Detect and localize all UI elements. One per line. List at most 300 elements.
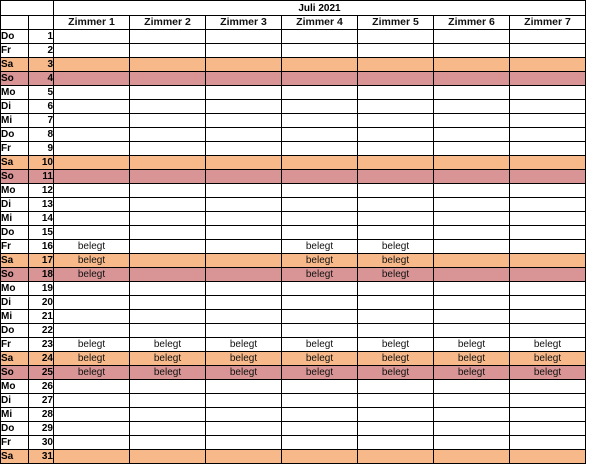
room-4-cell[interactable] [282,310,358,324]
room-1-cell[interactable] [54,86,130,100]
weekday-cell[interactable]: Do [1,30,29,44]
room-7-cell[interactable] [510,254,586,268]
room-7-cell[interactable] [510,156,586,170]
day-number-cell[interactable]: 23 [29,338,54,352]
room-2-cell[interactable] [130,44,206,58]
weekday-cell[interactable]: Sa [1,450,29,464]
room-7-cell[interactable] [510,310,586,324]
room-4-cell[interactable]: belegt [282,338,358,352]
room-5-cell[interactable] [358,422,434,436]
room-3-cell[interactable] [206,30,282,44]
room-5-cell[interactable]: belegt [358,338,434,352]
room-6-cell[interactable] [434,268,510,282]
room-2-cell[interactable] [130,240,206,254]
room-3-cell[interactable] [206,324,282,338]
day-row [1,198,586,212]
room-7-cell[interactable] [510,58,586,72]
weekday-cell[interactable]: Fr [1,240,29,254]
room-5-cell[interactable]: belegt [358,352,434,366]
room-1-cell[interactable] [54,142,130,156]
room-4-cell[interactable] [282,282,358,296]
room-6-cell[interactable] [434,422,510,436]
room-6-cell[interactable] [434,128,510,142]
room-7-cell[interactable] [510,268,586,282]
weekday-cell[interactable]: Mi [1,114,29,128]
room-2-cell[interactable]: belegt [130,366,206,380]
room-2-cell[interactable]: belegt [130,338,206,352]
room-2-cell[interactable] [130,72,206,86]
room-5-cell[interactable]: belegt [358,268,434,282]
day-number-cell[interactable]: 8 [29,128,54,142]
weekday-cell[interactable]: Mo [1,282,29,296]
room-1-cell[interactable]: belegt [54,338,130,352]
day-number-cell[interactable]: 9 [29,142,54,156]
room-2-cell[interactable] [130,156,206,170]
room-3-cell[interactable]: belegt [206,352,282,366]
day-number-cell[interactable]: 4 [29,72,54,86]
room-6-cell[interactable] [434,86,510,100]
room-2-cell[interactable] [130,58,206,72]
room-5-cell[interactable] [358,128,434,142]
room-2-cell[interactable] [130,30,206,44]
day-number-cell[interactable]: 20 [29,296,54,310]
room-7-cell[interactable] [510,436,586,450]
room-1-cell[interactable] [54,198,130,212]
room-1-cell[interactable]: belegt [54,254,130,268]
room-5-cell[interactable] [358,198,434,212]
room-5-cell[interactable] [358,324,434,338]
weekday-cell[interactable]: Mo [1,184,29,198]
day-number-cell[interactable]: 31 [29,450,54,464]
room-2-cell[interactable] [130,268,206,282]
room-6-cell[interactable]: belegt [434,366,510,380]
room-6-cell[interactable] [434,184,510,198]
room-3-cell[interactable] [206,394,282,408]
room-4-cell[interactable] [282,226,358,240]
room-4-cell[interactable] [282,198,358,212]
weekday-cell[interactable]: So [1,170,29,184]
room-2-cell[interactable] [130,184,206,198]
room-5-cell[interactable] [358,184,434,198]
room-4-cell[interactable]: belegt [282,268,358,282]
room-4-cell[interactable] [282,422,358,436]
room-3-cell[interactable] [206,436,282,450]
room-4-cell[interactable] [282,394,358,408]
room-3-cell[interactable] [206,254,282,268]
room-4-cell[interactable] [282,86,358,100]
room-6-cell[interactable] [434,212,510,226]
room-7-cell[interactable] [510,142,586,156]
room-5-cell[interactable] [358,282,434,296]
room-1-cell[interactable] [54,58,130,72]
day-number-cell[interactable]: 30 [29,436,54,450]
room-6-cell[interactable] [434,380,510,394]
room-1-cell[interactable] [54,30,130,44]
header-dow-cell[interactable] [1,16,29,30]
room-7-cell[interactable] [510,240,586,254]
day-number-cell[interactable]: 12 [29,184,54,198]
room-6-cell[interactable] [434,58,510,72]
room-3-cell[interactable] [206,156,282,170]
room-3-cell[interactable]: belegt [206,366,282,380]
weekday-cell[interactable]: Sa [1,352,29,366]
day-number-cell[interactable]: 2 [29,44,54,58]
room-3-cell[interactable] [206,296,282,310]
room-6-cell[interactable] [434,254,510,268]
day-row [1,44,586,58]
day-number-cell[interactable]: 25 [29,366,54,380]
room-6-cell[interactable]: belegt [434,338,510,352]
room-3-cell[interactable] [206,226,282,240]
room-1-cell[interactable] [54,128,130,142]
day-number-cell[interactable]: 22 [29,324,54,338]
room-5-cell[interactable] [358,30,434,44]
room-6-cell[interactable] [434,408,510,422]
weekday-cell[interactable]: Di [1,296,29,310]
room-5-cell[interactable] [358,380,434,394]
day-number-cell[interactable]: 6 [29,100,54,114]
day-number-cell[interactable]: 13 [29,198,54,212]
room-7-cell[interactable] [510,394,586,408]
day-number-cell[interactable]: 5 [29,86,54,100]
room-6-cell[interactable] [434,142,510,156]
room-7-cell[interactable] [510,450,586,464]
room-2-cell[interactable] [130,212,206,226]
room-4-cell[interactable] [282,184,358,198]
room-5-cell[interactable]: belegt [358,254,434,268]
room-3-cell[interactable] [206,282,282,296]
room-1-cell[interactable] [54,170,130,184]
room-3-cell[interactable] [206,310,282,324]
room-1-cell[interactable] [54,450,130,464]
weekday-cell[interactable]: Mi [1,408,29,422]
room-3-cell[interactable] [206,142,282,156]
room-4-cell[interactable]: belegt [282,254,358,268]
day-number-cell[interactable]: 16 [29,240,54,254]
room-5-cell[interactable] [358,44,434,58]
room-1-cell[interactable]: belegt [54,268,130,282]
room-2-cell[interactable] [130,450,206,464]
room-header-1[interactable]: Zimmer 1 [54,16,130,30]
room-2-cell[interactable] [130,254,206,268]
room-1-cell[interactable] [54,296,130,310]
room-6-cell[interactable] [434,44,510,58]
room-5-cell[interactable] [358,100,434,114]
room-7-cell[interactable] [510,114,586,128]
room-6-cell[interactable] [434,170,510,184]
room-6-cell[interactable]: belegt [434,352,510,366]
room-6-cell[interactable] [434,72,510,86]
room-2-cell[interactable]: belegt [130,352,206,366]
room-4-cell[interactable] [282,170,358,184]
day-number-cell[interactable]: 18 [29,268,54,282]
weekday-cell[interactable]: So [1,366,29,380]
room-5-cell[interactable] [358,72,434,86]
day-number-cell[interactable]: 7 [29,114,54,128]
room-4-cell[interactable] [282,436,358,450]
room-3-cell[interactable] [206,100,282,114]
room-1-cell[interactable]: belegt [54,352,130,366]
room-4-cell[interactable] [282,450,358,464]
room-3-cell[interactable] [206,114,282,128]
room-5-cell[interactable] [358,296,434,310]
room-1-cell[interactable] [54,380,130,394]
room-3-cell[interactable] [206,170,282,184]
calendar-body [1,1,586,464]
room-header-3[interactable]: Zimmer 3 [206,16,282,30]
room-6-cell[interactable] [434,156,510,170]
room-5-cell[interactable] [358,226,434,240]
room-3-cell[interactable] [206,44,282,58]
weekday-cell[interactable]: So [1,72,29,86]
room-2-cell[interactable] [130,142,206,156]
room-6-cell[interactable] [434,296,510,310]
day-row [1,394,586,408]
room-5-cell[interactable] [358,408,434,422]
room-3-cell[interactable] [206,422,282,436]
room-3-cell[interactable] [206,184,282,198]
room-7-cell[interactable] [510,212,586,226]
room-7-cell[interactable] [510,30,586,44]
room-7-cell[interactable] [510,226,586,240]
weekday-cell[interactable]: Fr [1,44,29,58]
room-4-cell[interactable] [282,408,358,422]
weekday-cell[interactable]: Sa [1,58,29,72]
day-row [1,338,586,352]
room-7-cell[interactable]: belegt [510,366,586,380]
room-2-cell[interactable] [130,394,206,408]
room-7-cell[interactable] [510,72,586,86]
room-1-cell[interactable] [54,324,130,338]
room-7-cell[interactable] [510,408,586,422]
room-1-cell[interactable] [54,394,130,408]
room-1-cell[interactable] [54,310,130,324]
weekday-cell[interactable]: Sa [1,156,29,170]
day-number-cell[interactable]: 21 [29,310,54,324]
room-6-cell[interactable] [434,100,510,114]
room-2-cell[interactable] [130,296,206,310]
weekday-cell[interactable]: Di [1,100,29,114]
room-3-cell[interactable] [206,198,282,212]
day-row [1,142,586,156]
room-4-cell[interactable] [282,380,358,394]
room-2-cell[interactable] [130,86,206,100]
room-3-cell[interactable]: belegt [206,338,282,352]
day-number-cell[interactable]: 1 [29,30,54,44]
month-title[interactable]: Juli 2021 [54,1,586,16]
room-7-cell[interactable] [510,324,586,338]
room-2-cell[interactable] [130,310,206,324]
room-7-cell[interactable]: belegt [510,338,586,352]
room-1-cell[interactable] [54,44,130,58]
room-1-cell[interactable] [54,156,130,170]
room-6-cell[interactable] [434,310,510,324]
room-header-6[interactable]: Zimmer 6 [434,16,510,30]
room-2-cell[interactable] [130,226,206,240]
room-1-cell[interactable] [54,226,130,240]
room-1-cell[interactable] [54,282,130,296]
room-1-cell[interactable] [54,72,130,86]
day-number-cell[interactable]: 27 [29,394,54,408]
room-1-cell[interactable] [54,436,130,450]
room-1-cell[interactable] [54,114,130,128]
room-1-cell[interactable] [54,100,130,114]
header-day-cell[interactable] [29,16,54,30]
weekday-cell[interactable]: Mi [1,310,29,324]
room-3-cell[interactable] [206,240,282,254]
room-1-cell[interactable] [54,184,130,198]
room-1-cell[interactable] [54,422,130,436]
room-5-cell[interactable] [358,212,434,226]
room-2-cell[interactable] [130,380,206,394]
weekday-cell[interactable]: Fr [1,338,29,352]
room-7-cell[interactable] [510,170,586,184]
weekday-cell[interactable]: Fr [1,436,29,450]
room-3-cell[interactable] [206,268,282,282]
room-4-cell[interactable] [282,142,358,156]
room-4-cell[interactable] [282,72,358,86]
day-number-cell[interactable]: 11 [29,170,54,184]
room-7-cell[interactable] [510,296,586,310]
room-5-cell[interactable] [358,450,434,464]
day-number-cell[interactable]: 17 [29,254,54,268]
room-4-cell[interactable]: belegt [282,352,358,366]
room-7-cell[interactable] [510,380,586,394]
room-7-cell[interactable] [510,198,586,212]
room-3-cell[interactable] [206,212,282,226]
day-row [1,30,586,44]
weekday-cell[interactable]: Do [1,128,29,142]
weekday-cell[interactable]: Di [1,198,29,212]
room-2-cell[interactable] [130,128,206,142]
room-1-cell[interactable] [54,408,130,422]
room-4-cell[interactable]: belegt [282,240,358,254]
day-number-cell[interactable]: 29 [29,422,54,436]
room-7-cell[interactable] [510,128,586,142]
weekday-cell[interactable]: Do [1,422,29,436]
room-2-cell[interactable] [130,170,206,184]
title-spacer-cell[interactable] [1,1,54,16]
room-4-cell[interactable]: belegt [282,366,358,380]
room-6-cell[interactable] [434,30,510,44]
room-2-cell[interactable] [130,324,206,338]
room-3-cell[interactable] [206,86,282,100]
day-row [1,114,586,128]
room-3-cell[interactable] [206,128,282,142]
weekday-cell[interactable]: Mi [1,212,29,226]
weekday-cell[interactable]: Do [1,226,29,240]
room-4-cell[interactable] [282,100,358,114]
room-4-cell[interactable] [282,58,358,72]
room-5-cell[interactable] [358,114,434,128]
room-2-cell[interactable] [130,282,206,296]
room-5-cell[interactable] [358,310,434,324]
room-header-7[interactable]: Zimmer 7 [510,16,586,30]
room-7-cell[interactable] [510,184,586,198]
room-2-cell[interactable] [130,100,206,114]
weekday-cell[interactable]: Mo [1,380,29,394]
day-number-cell[interactable]: 28 [29,408,54,422]
room-7-cell[interactable] [510,100,586,114]
room-6-cell[interactable] [434,198,510,212]
weekday-cell[interactable]: So [1,268,29,282]
room-header-2[interactable]: Zimmer 2 [130,16,206,30]
room-3-cell[interactable] [206,408,282,422]
day-number-cell[interactable]: 10 [29,156,54,170]
room-2-cell[interactable] [130,198,206,212]
room-4-cell[interactable] [282,296,358,310]
room-5-cell[interactable] [358,394,434,408]
weekday-cell[interactable]: Do [1,324,29,338]
room-6-cell[interactable] [434,282,510,296]
day-number-cell[interactable]: 15 [29,226,54,240]
room-header-5[interactable]: Zimmer 5 [358,16,434,30]
room-6-cell[interactable] [434,324,510,338]
room-1-cell[interactable]: belegt [54,366,130,380]
room-3-cell[interactable] [206,72,282,86]
weekday-cell[interactable]: Di [1,394,29,408]
day-number-cell[interactable]: 19 [29,282,54,296]
room-5-cell[interactable] [358,156,434,170]
room-4-cell[interactable] [282,30,358,44]
day-row [1,352,586,366]
room-1-cell[interactable]: belegt [54,240,130,254]
room-4-cell[interactable] [282,128,358,142]
day-number-cell[interactable]: 14 [29,212,54,226]
room-5-cell[interactable] [358,170,434,184]
room-5-cell[interactable] [358,436,434,450]
room-4-cell[interactable] [282,324,358,338]
room-7-cell[interactable] [510,282,586,296]
room-6-cell[interactable] [434,436,510,450]
room-2-cell[interactable] [130,408,206,422]
room-2-cell[interactable] [130,114,206,128]
room-5-cell[interactable] [358,86,434,100]
day-number-cell[interactable]: 24 [29,352,54,366]
room-2-cell[interactable] [130,436,206,450]
room-7-cell[interactable]: belegt [510,352,586,366]
day-number-cell[interactable]: 26 [29,380,54,394]
weekday-cell[interactable]: Sa [1,254,29,268]
room-4-cell[interactable] [282,212,358,226]
room-5-cell[interactable]: belegt [358,240,434,254]
room-6-cell[interactable] [434,114,510,128]
room-6-cell[interactable] [434,394,510,408]
day-number-cell[interactable]: 3 [29,58,54,72]
weekday-cell[interactable]: Mo [1,86,29,100]
day-row [1,450,586,464]
room-3-cell[interactable] [206,450,282,464]
room-6-cell[interactable] [434,240,510,254]
weekday-cell[interactable]: Fr [1,142,29,156]
room-5-cell[interactable]: belegt [358,366,434,380]
room-4-cell[interactable] [282,114,358,128]
room-5-cell[interactable] [358,142,434,156]
room-7-cell[interactable] [510,86,586,100]
room-6-cell[interactable] [434,226,510,240]
room-7-cell[interactable] [510,44,586,58]
room-2-cell[interactable] [130,422,206,436]
room-header-4[interactable]: Zimmer 4 [282,16,358,30]
room-3-cell[interactable] [206,380,282,394]
room-4-cell[interactable] [282,156,358,170]
room-7-cell[interactable] [510,422,586,436]
room-1-cell[interactable] [54,212,130,226]
room-3-cell[interactable] [206,58,282,72]
room-5-cell[interactable] [358,58,434,72]
room-6-cell[interactable] [434,450,510,464]
room-4-cell[interactable] [282,44,358,58]
